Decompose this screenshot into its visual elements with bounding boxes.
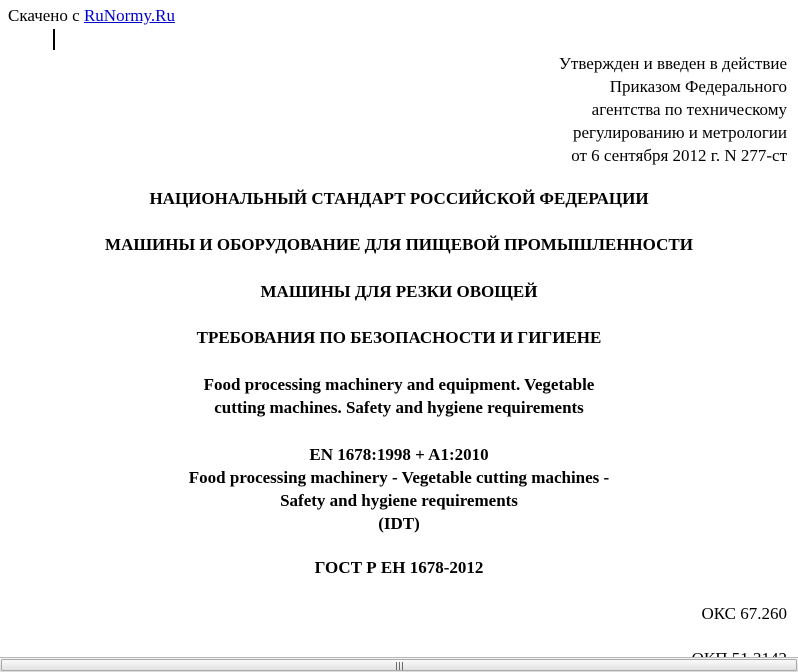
english-title bbox=[0, 373, 798, 419]
source-link[interactable]: RuNormy.Ru bbox=[83, 6, 175, 25]
english-title-line: Food processing machinery and equipment. Vegetable bbox=[203, 375, 595, 394]
approval-line: агентства по техническому bbox=[591, 100, 787, 119]
grip-icon bbox=[396, 662, 405, 670]
approval-line: регулированию и метрологии bbox=[572, 123, 787, 142]
subject-heading: МАШИНЫ ДЛЯ РЕЗКИ ОВОЩЕЙ bbox=[260, 282, 538, 301]
en-standard-title-line: Food processing machinery - Vegetable cutting machines - bbox=[188, 468, 610, 487]
scrollbar-thumb[interactable] bbox=[1, 659, 797, 671]
conformity-degree: (IDT) bbox=[378, 514, 420, 533]
approval-line: Утвержден и введен в действие bbox=[558, 54, 787, 73]
gost-designation: ГОСТ Р ЕН 1678-2012 bbox=[314, 558, 484, 577]
en-standard-number: EN 1678:1998 + A1:2010 bbox=[309, 445, 489, 464]
en-reference-block bbox=[0, 443, 798, 535]
english-title-line: cutting machines. Safety and hygiene requirements bbox=[214, 398, 584, 417]
approval-block bbox=[559, 52, 787, 167]
en-standard-title-line: Safety and hygiene requirements bbox=[280, 491, 518, 510]
oks-code: ОКС 67.260 bbox=[701, 604, 787, 623]
source-line bbox=[8, 6, 175, 26]
approval-line: от 6 сентября 2012 г. N 277-ст bbox=[571, 146, 787, 165]
approval-line: Приказом Федерального bbox=[609, 77, 787, 96]
requirements-heading: ТРЕБОВАНИЯ ПО БЕЗОПАСНОСТИ И ГИГИЕНЕ bbox=[196, 328, 602, 347]
horizontal-scrollbar[interactable] bbox=[0, 657, 798, 672]
source-prefix: Скачено с bbox=[8, 6, 84, 25]
group-heading: МАШИНЫ И ОБОРУДОВАНИЕ ДЛЯ ПИЩЕВОЙ ПРОМЫШЛЕННОСТИ bbox=[105, 235, 693, 254]
standard-type-heading: НАЦИОНАЛЬНЫЙ СТАНДАРТ РОССИЙСКОЙ ФЕДЕРАЦИИ bbox=[149, 189, 649, 208]
text-cursor bbox=[53, 29, 55, 50]
